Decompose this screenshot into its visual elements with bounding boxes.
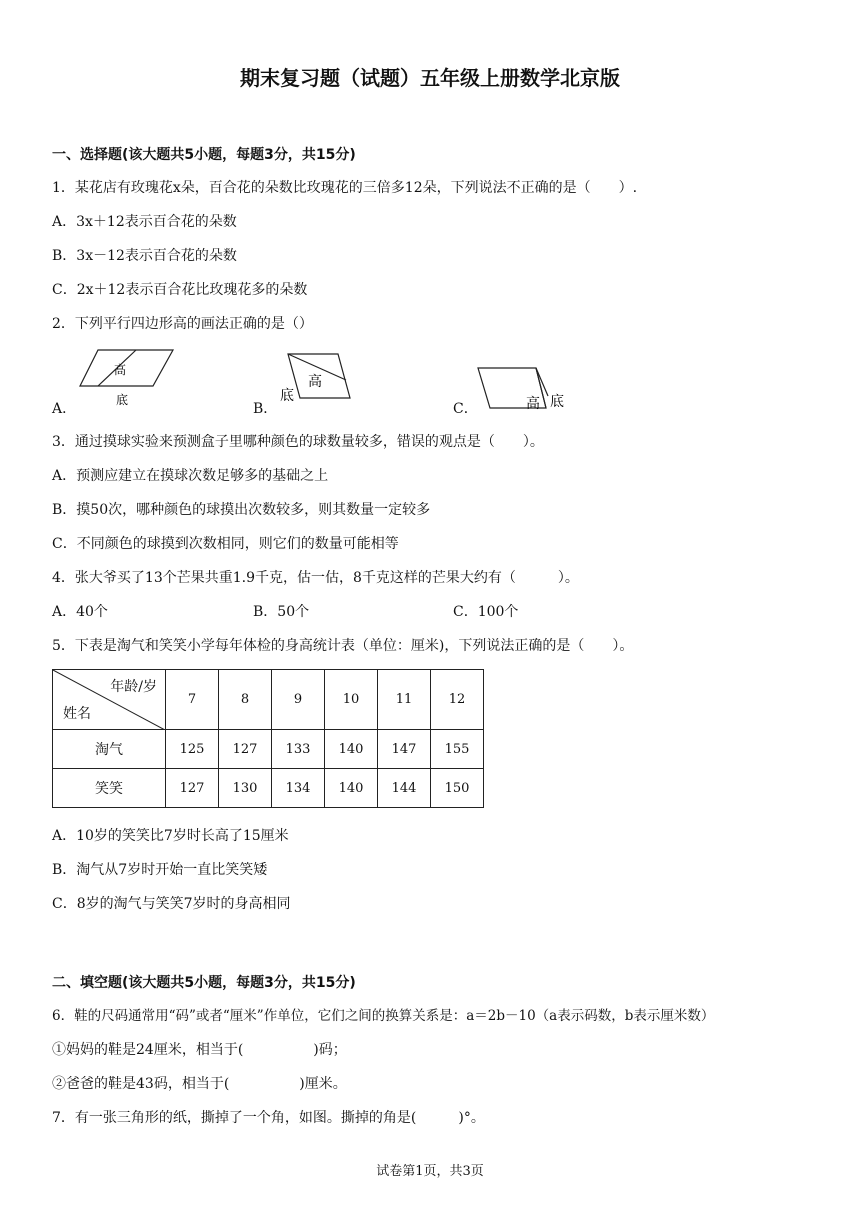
page-title: 期末复习题（试题）五年级上册数学北京版 (240, 66, 620, 90)
q6-stem: 6．鞋的尺码通常用“码”或者“厘米”作单位，它们之间的换算关系是：a＝2b－10（a表示码数，b表示厘米数） (52, 1008, 715, 1024)
table-cell: 127 (166, 769, 219, 808)
age-header: 11 (378, 670, 431, 730)
q6-sub2: ②爸爸的鞋是43码，相当于( )厘米。 (52, 1076, 347, 1092)
q6-sub1: ①妈妈的鞋是24厘米，相当于( )码； (52, 1042, 347, 1058)
table-cell: 140 (325, 730, 378, 769)
table-cell: 125 (166, 730, 219, 769)
q3-option-c: C．不同颜色的球摸到次数相同，则它们的数量可能相等 (52, 536, 399, 552)
section-2-header: 二、填空题(该大题共5小题，每题3分，共15分) (52, 975, 356, 991)
q2-figure-b (276, 352, 358, 408)
table-cell: 130 (219, 769, 272, 808)
q1-option-a: A．3x＋12表示百合花的朵数 (52, 214, 237, 230)
age-header: 8 (219, 670, 272, 730)
corner-bottom-label: 姓名 (63, 706, 91, 722)
q2-option-a-label: A． (52, 401, 77, 417)
age-header: 12 (431, 670, 484, 730)
q2-figure-c-high: 高 (526, 396, 540, 412)
q2-figure-c (476, 366, 572, 414)
page-footer: 试卷第1页，共3页 (376, 1164, 484, 1179)
table-corner-cell (53, 670, 166, 730)
table-cell: 155 (431, 730, 484, 769)
table-cell: 150 (431, 769, 484, 808)
q3-option-a: A．预测应建立在摸球次数足够多的基础之上 (52, 468, 329, 484)
row-name: 笑笑 (53, 769, 166, 808)
q2-figure-a-base: 底 (116, 393, 129, 407)
table-cell: 144 (378, 769, 431, 808)
corner-top-label: 年龄/岁 (110, 679, 157, 695)
q2-figure-c-base: 底 (550, 394, 564, 410)
q2-option-b-label: B． (253, 401, 278, 417)
q5-option-b: B．淘气从7岁时开始一直比笑笑矮 (52, 862, 268, 878)
q4-stem: 4．张大爷买了13个芒果共重1.9千克，估一估，8千克这样的芒果大约有（ ）。 (52, 570, 579, 586)
q2-figure-b-base: 底 (280, 388, 294, 404)
table-cell: 147 (378, 730, 431, 769)
q4-option-b: B．50个 (253, 604, 310, 620)
q1-stem: 1．某花店有玫瑰花x朵，百合花的朵数比玫瑰花的三倍多12朵，下列说法不正确的是（ ）. (52, 180, 638, 196)
table-row (53, 730, 484, 769)
row-name: 淘气 (53, 730, 166, 769)
q5-option-a: A．10岁的笑笑比7岁时长高了15厘米 (52, 828, 289, 844)
q2-stem: 2．下列平行四边形高的画法正确的是（） (52, 316, 313, 332)
q3-stem: 3．通过摸球实验来预测盒子里哪种颜色的球数量较多，错误的观点是（ ）。 (52, 434, 544, 450)
q5-stem: 5．下表是淘气和笑笑小学每年体检的身高统计表（单位：厘米)，下列说法正确的是（ ）。 (52, 638, 634, 654)
q7-stem: 7．有一张三角形的纸，撕掉了一个角，如图。撕掉的角是( )°。 (52, 1110, 485, 1126)
table-cell: 140 (325, 769, 378, 808)
section-1-header: 一、选择题(该大题共5小题，每题3分，共15分) (52, 147, 356, 163)
table-cell: 127 (219, 730, 272, 769)
q3-option-b: B．摸50次，哪种颜色的球摸出次数较多，则其数量一定较多 (52, 502, 431, 518)
q4-option-c: C．100个 (453, 604, 519, 620)
q1-option-c: C．2x＋12表示百合花比玫瑰花多的朵数 (52, 282, 308, 298)
table-row (53, 769, 484, 808)
table-cell: 133 (272, 730, 325, 769)
height-table (52, 669, 484, 808)
age-header: 9 (272, 670, 325, 730)
age-header: 7 (166, 670, 219, 730)
q2-figure-a (78, 348, 178, 410)
q1-option-b: B．3x－12表示百合花的朵数 (52, 248, 237, 264)
q2-figure-b-high: 高 (308, 374, 322, 390)
q2-figure-a-high: 高 (114, 363, 127, 377)
table-cell: 134 (272, 769, 325, 808)
q4-option-a: A．40个 (52, 604, 108, 620)
q2-option-c-label: C． (453, 401, 478, 417)
age-header: 10 (325, 670, 378, 730)
q5-option-c: C．8岁的淘气与笑笑7岁时的身高相同 (52, 896, 291, 912)
